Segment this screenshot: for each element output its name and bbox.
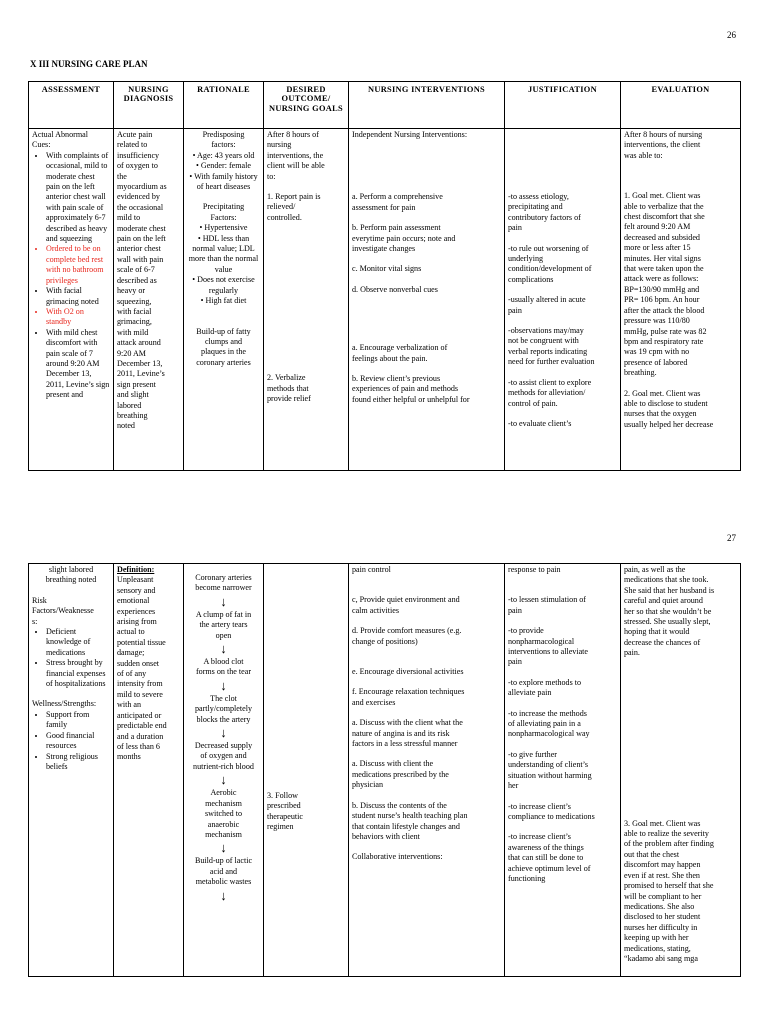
justification-item: -observations may/may not be congruent with verbal reports indicating need for further evaluation — [508, 326, 595, 367]
assessment-cue: • With facial grimacing noted — [46, 286, 110, 307]
goal-1: 1. Report pain is relieved/ controlled. — [267, 192, 321, 222]
pathophysiology-step: Decreased supply of oxygen and nutrient-rich blood — [193, 741, 254, 771]
down-arrow-icon: ↓ — [220, 677, 227, 693]
header-assessment: ASSESSMENT — [29, 82, 114, 129]
assessment-cell — [29, 129, 114, 471]
risk-factor: • Deficient knowledge of medications — [46, 627, 110, 658]
justification-item: -to provide nonpharmacological interventions to alleviate pain — [508, 626, 589, 667]
justification-cell — [505, 129, 621, 471]
wellness-label: Wellness/Strengths: — [32, 699, 97, 709]
assessment-cell — [29, 564, 114, 977]
precipitating-label: Precipitating Factors: — [202, 202, 245, 222]
page-number: 27 — [727, 533, 736, 543]
evaluation-continued: pain, as well as the medications that she took. She said that her husband is careful and quiet around her so that she wouldn’t be stressed. She usually slept, hoping that it would decrease the chances of pain. — [624, 565, 715, 658]
assessment-intro: Actual Abnormal Cues: — [32, 130, 88, 150]
pathophysiology-step: A clump of fat in the artery tears open — [195, 609, 252, 640]
justification-item: -to rule out worsening of underlying condition/development of complications — [508, 243, 592, 284]
assessment-continued: slight labored breathing noted — [45, 565, 97, 585]
precipitating-factor: • Hypertensive — [199, 223, 248, 233]
wellness-list — [32, 710, 110, 772]
goal-2: 2. Verbalize methods that provide relief — [267, 373, 311, 404]
intervention-item: c, Provide quiet environment and calm activities — [352, 595, 460, 615]
assessment-cue: • With O2 on standby — [46, 307, 110, 328]
intervention-item: f. Encourage relaxation techniques and exercises — [352, 687, 465, 707]
justification-item: -to give further understanding of client’s situation without harming her — [508, 749, 592, 791]
intervention-item: b. Discuss the contents of the student nurse’s health teaching plan that contain lifestyle changes and behaviors with client — [352, 800, 468, 841]
pathophysiology-step: Aerobic mechanism switched to anaerobic mechanism — [204, 788, 243, 839]
intervention-continued: pain control — [352, 565, 391, 574]
header-evaluation: EVALUATION — [621, 82, 741, 129]
collaborative-interventions-label: Collaborative interventions: — [352, 852, 443, 862]
down-arrow-icon: ↓ — [220, 593, 227, 609]
justification-item: -to increase the methods of alleviating pain in a nonpharmacological way — [508, 708, 590, 739]
pathophysiology-step: A blood clot forms on the tear — [195, 657, 252, 677]
interventions-cell — [349, 564, 505, 977]
justification-item: -to increase client’s awareness of the things that can still be done to achieve optimum level of functioning — [508, 832, 591, 883]
precipitating-factor: • HDL less than normal value; LDL more than the normal value — [188, 233, 259, 274]
pathophysiology-step: Build-up of lactic acid and metabolic wastes — [194, 856, 253, 887]
evaluation-cell — [621, 564, 741, 977]
evaluation-goal-3: 3. Goal met. Client was able to realize the severity of the problem after finding out that the chest discomfort may happen even if at rest. She then promised to herself that she will be compliant to her medications. She also disclosed to her student nurses her difficulty in keeping up with her medications, stating, “kadamo abi sang mga — [624, 818, 714, 963]
predisposing-label: Predisposing factors: — [202, 130, 245, 150]
down-arrow-icon: ↓ — [220, 725, 227, 741]
wellness-strength: • Support from family — [46, 710, 110, 731]
justification-item: -to increase client’s compliance to medications — [508, 801, 595, 821]
pathophysiology-step: The clot partly/completely blocks the artery — [194, 693, 253, 724]
down-arrow-icon: ↓ — [220, 887, 227, 903]
evaluation-goal-1: 1. Goal met. Client was able to verbalize that the chest discomfort that she felt around 9:20 AM decreased and subsided more or less after 15 minutes. Her vital signs that were taken upon the attack were as follows: BP=130/90 mmHg and PR= 106 bpm. An hour after the attack the blood pressure was 110/80 mmHg, pulse rate was 82 bpm and respiratory rate was 19 cpm with no presence of labored breathing. — [624, 191, 707, 378]
evaluation-cell — [621, 129, 741, 471]
risk-factors-label: Risk Factors/Weaknesse s: — [32, 595, 94, 626]
evaluation-goal-2: 2. Goal met. Client was able to disclose to student nurses that the oxygen usually helped her decrease — [624, 388, 714, 429]
rationale-cell — [184, 129, 264, 471]
precipitating-factor: • High fat diet — [200, 296, 247, 306]
intervention-item: b. Perform pain assessment everytime pain occurs; note and investigate changes — [352, 223, 456, 254]
predisposing-factor: • With family history of heart diseases — [189, 171, 258, 192]
risk-factor: • Stress brought by financial expenses of hospitalizations — [46, 658, 110, 689]
care-plan-table-page-27 — [28, 563, 741, 977]
precipitating-factor: • Does not exercise regularly — [192, 275, 255, 295]
rationale-flow-cell — [184, 564, 264, 977]
header-nursing-interventions: NURSING INTERVENTIONS — [349, 82, 505, 129]
care-plan-table-page-26 — [28, 81, 741, 471]
assessment-cues-list — [32, 151, 110, 401]
intervention-item: b. Review client’s previous experiences of pain and methods found either helpful or unhelpful for — [352, 374, 470, 404]
nursing-diagnosis-cell — [114, 564, 184, 977]
down-arrow-icon: ↓ — [220, 772, 227, 788]
justification-item: -to assess etiology, precipitating and contributory factors of pain — [508, 192, 581, 233]
evaluation-intro: After 8 hours of nursing interventions, the client was able to: — [624, 130, 703, 160]
page-number: 26 — [727, 30, 736, 40]
justification-item: -to evaluate client’s — [508, 418, 572, 428]
intervention-item: d. Observe nonverbal cues — [352, 284, 438, 294]
intervention-item: a. Encourage verbalization of feelings about the pain. — [352, 343, 448, 363]
intervention-item: a. Discuss with the client what the nature of angina is and its risk factors in a less stressful manner — [352, 718, 463, 749]
header-rationale: RATIONALE — [184, 82, 264, 129]
header-desired-outcome: DESIRED OUTCOME/ NURSING GOALS — [264, 82, 349, 129]
down-arrow-icon: ↓ — [220, 641, 227, 657]
justification-continued: response to pain — [508, 565, 561, 574]
wellness-strength: • Strong religious beliefs — [46, 752, 110, 773]
justification-item: -to explore methods to alleviate pain — [508, 677, 582, 698]
wellness-strength: • Good financial resources — [46, 731, 110, 752]
risk-factors-list — [32, 627, 110, 689]
justification-item: -to assist client to explore methods for alleviation/ control of pain. — [508, 377, 592, 408]
justification-item: -to lessen stimulation of pain — [508, 595, 587, 615]
pathophysiology-step: Coronary arteries become narrower — [195, 573, 252, 593]
page-title: X III NURSING CARE PLAN — [30, 59, 148, 69]
header-nursing-diagnosis: NURSING DIAGNOSIS — [114, 82, 184, 129]
predisposing-factor: • Age: 43 years old — [192, 150, 255, 160]
assessment-cue: • Ordered to be on complete bed rest with no bathroom privileges — [46, 244, 110, 286]
outcome-intro: After 8 hours of nursing interventions, the client will be able to: — [267, 130, 325, 181]
assessment-cue: • With complaints of occasional, mild to moderate chest pain on the left anterior chest wall with pain scale of approximately 6-7 described as heavy and squeezing — [46, 151, 110, 245]
definition-label: Definition: — [117, 565, 155, 574]
header-justification: JUSTIFICATION — [505, 82, 621, 129]
goal-3: 3. Follow prescribed therapeutic regimen — [267, 791, 303, 832]
independent-interventions-label: Independent Nursing Interventions: — [352, 130, 468, 139]
intervention-item: a. Discuss with client the medications prescribed by the physician — [352, 759, 449, 790]
definition-text: Unpleasant sensory and emotional experiences arising from actual to potential tissue damage; sudden onset of of any intensity from mild to severe with an anticipated or predictable end and a duration of less than 6 months — [117, 575, 167, 762]
justification-item: -usually altered in acute pain — [508, 295, 586, 315]
intervention-item: d. Provide comfort measures (e.g. change of positions) — [352, 626, 462, 646]
predisposing-factor: • Gender: female — [196, 161, 251, 171]
desired-outcome-cell — [264, 129, 349, 471]
intervention-item: a. Perform a comprehensive assessment for pain — [352, 192, 443, 212]
nursing-diagnosis-cell: Acute pain related to insufficiency of oxygen to the myocardium as evidenced by the occasional mild to moderate chest pain on the left anterior chest wall with pain scale of 6-7 described as heavy or squeezing, with facial grimacing, with mild attack around 9:20 AM December 13, 2011, Levine’s sign present and slight labored breathing noted — [114, 129, 184, 471]
justification-cell — [505, 564, 621, 977]
assessment-cue: • With mild chest discomfort with pain scale of 7 around 9:20 AM December 13, 2011, Levine’s sign present and — [46, 328, 110, 401]
intervention-item: c. Monitor vital signs — [352, 264, 422, 274]
desired-outcome-cell — [264, 564, 349, 977]
interventions-cell — [349, 129, 505, 471]
rationale-buildup: Build-up of fatty clumps and plaques in the coronary arteries — [196, 326, 251, 367]
down-arrow-icon: ↓ — [220, 840, 227, 856]
intervention-item: e. Encourage diversional activities — [352, 667, 464, 677]
